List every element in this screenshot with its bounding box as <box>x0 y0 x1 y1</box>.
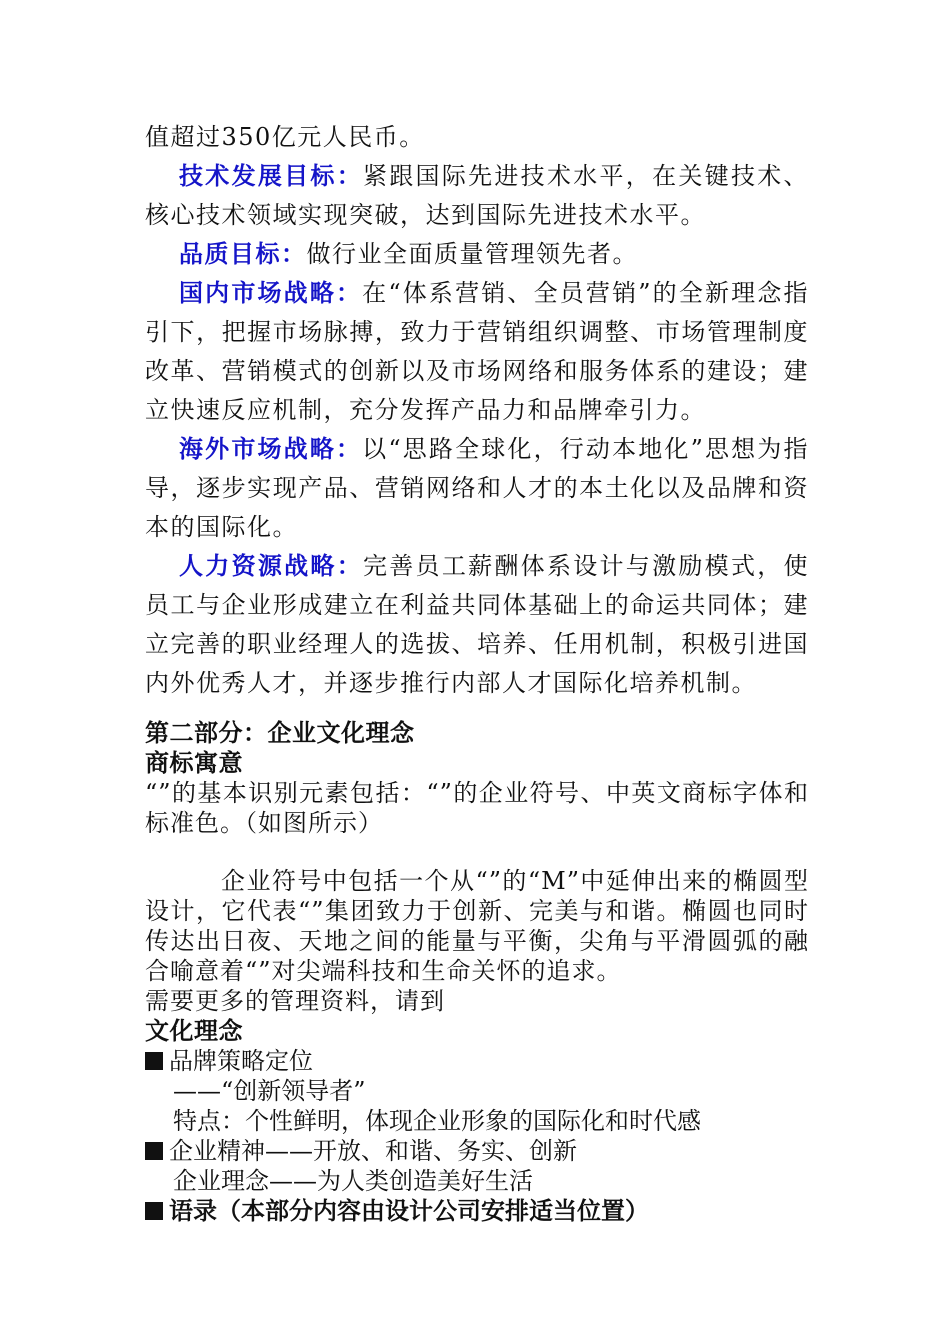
culture-heading: 文化理念 <box>145 1017 243 1045</box>
quotes-title: 语录（本部分内容由设计公司安排适当位置） <box>169 1197 649 1225</box>
square-bullet-icon <box>145 1142 163 1160</box>
enterprise-spirit-item <box>145 1136 809 1166</box>
tech-goal-text: 紧跟国际先进技术水平，在关键技术、核心技术领域实现突破，达到国际先进技术水平。 <box>145 162 810 229</box>
brand-strategy-title: 品牌策略定位 <box>169 1047 313 1075</box>
brand-feature: 特点：个性鲜明，体现企业形象的国际化和时代感 <box>173 1107 701 1135</box>
domestic-strategy-text: 在“体系营销、全员营销”的全新理念指引下，把握市场脉搏，致力于营销组织调整、市场管理制度改革、营销模式的创新以及市场网络和服务体系的建设；建立快速反应机制，充分发挥产品力和品牌牵引力。 <box>145 279 809 424</box>
hr-strategy-paragraph <box>145 547 809 703</box>
quality-goal-text: 做行业全面质量管理领先者。 <box>306 240 638 268</box>
overseas-strategy-text: 以“思路全球化，行动本地化”思想为指导，逐步实现产品、营销网络和人才的本土化以及品牌和资本的国际化。 <box>145 435 809 541</box>
tech-goal-label: 技术发展目标： <box>179 162 363 190</box>
brand-strategy-item <box>145 1046 809 1076</box>
enterprise-spirit-title: 企业精神——开放、和谐、务实、创新 <box>169 1137 577 1165</box>
square-bullet-icon <box>145 1202 163 1220</box>
part-title: 第二部分：企业文化理念 <box>145 719 415 747</box>
quotes-item <box>145 1196 809 1226</box>
intro-tail: 值超过350亿元人民币。 <box>145 123 425 151</box>
hr-strategy-label: 人力资源战略： <box>179 552 363 580</box>
overseas-strategy-paragraph <box>145 430 809 547</box>
domestic-strategy-paragraph <box>145 274 809 430</box>
tech-goal-paragraph <box>145 157 809 235</box>
logo-heading: 商标寓意 <box>145 749 243 777</box>
more-info-text: 需要更多的管理资料，请到 <box>145 987 445 1015</box>
domestic-strategy-label: 国内市场战略： <box>179 279 363 307</box>
square-bullet-icon <box>145 1052 163 1070</box>
overseas-strategy-label: 海外市场战略： <box>179 435 363 463</box>
hr-strategy-text: 完善员工薪酬体系设计与激励模式，使员工与企业形成建立在利益共同体基础上的命运共同体；建立完善的职业经理人的选拔、培养、任用机制，积极引进国内外优秀人才，并逐步推行内部人才国际化培养机制。 <box>145 552 810 697</box>
quality-goal-label: 品质目标： <box>179 240 307 268</box>
culture-section <box>145 718 809 1226</box>
enterprise-philosophy: 企业理念——为人类创造美好生活 <box>173 1167 533 1195</box>
brand-slogan: ——“创新领导者” <box>173 1077 366 1105</box>
logo-description: 企业符号中包括一个从“”的“M”中延伸出来的椭圆型设计，它代表“”集团致力于创新、完美与和谐。椭圆也同时传达出日夜、天地之间的能量与平衡，尖角与平滑圆弧的融合喻意着“”对尖端科技和生命关怀的追求。 <box>145 867 809 985</box>
logo-image-gap <box>145 838 809 866</box>
quality-goal-paragraph <box>145 235 809 274</box>
strategy-section <box>145 118 809 703</box>
logo-intro: “”的基本识别元素包括：“”的企业符号、中英文商标字体和标准色。（如图所示） <box>145 779 809 837</box>
